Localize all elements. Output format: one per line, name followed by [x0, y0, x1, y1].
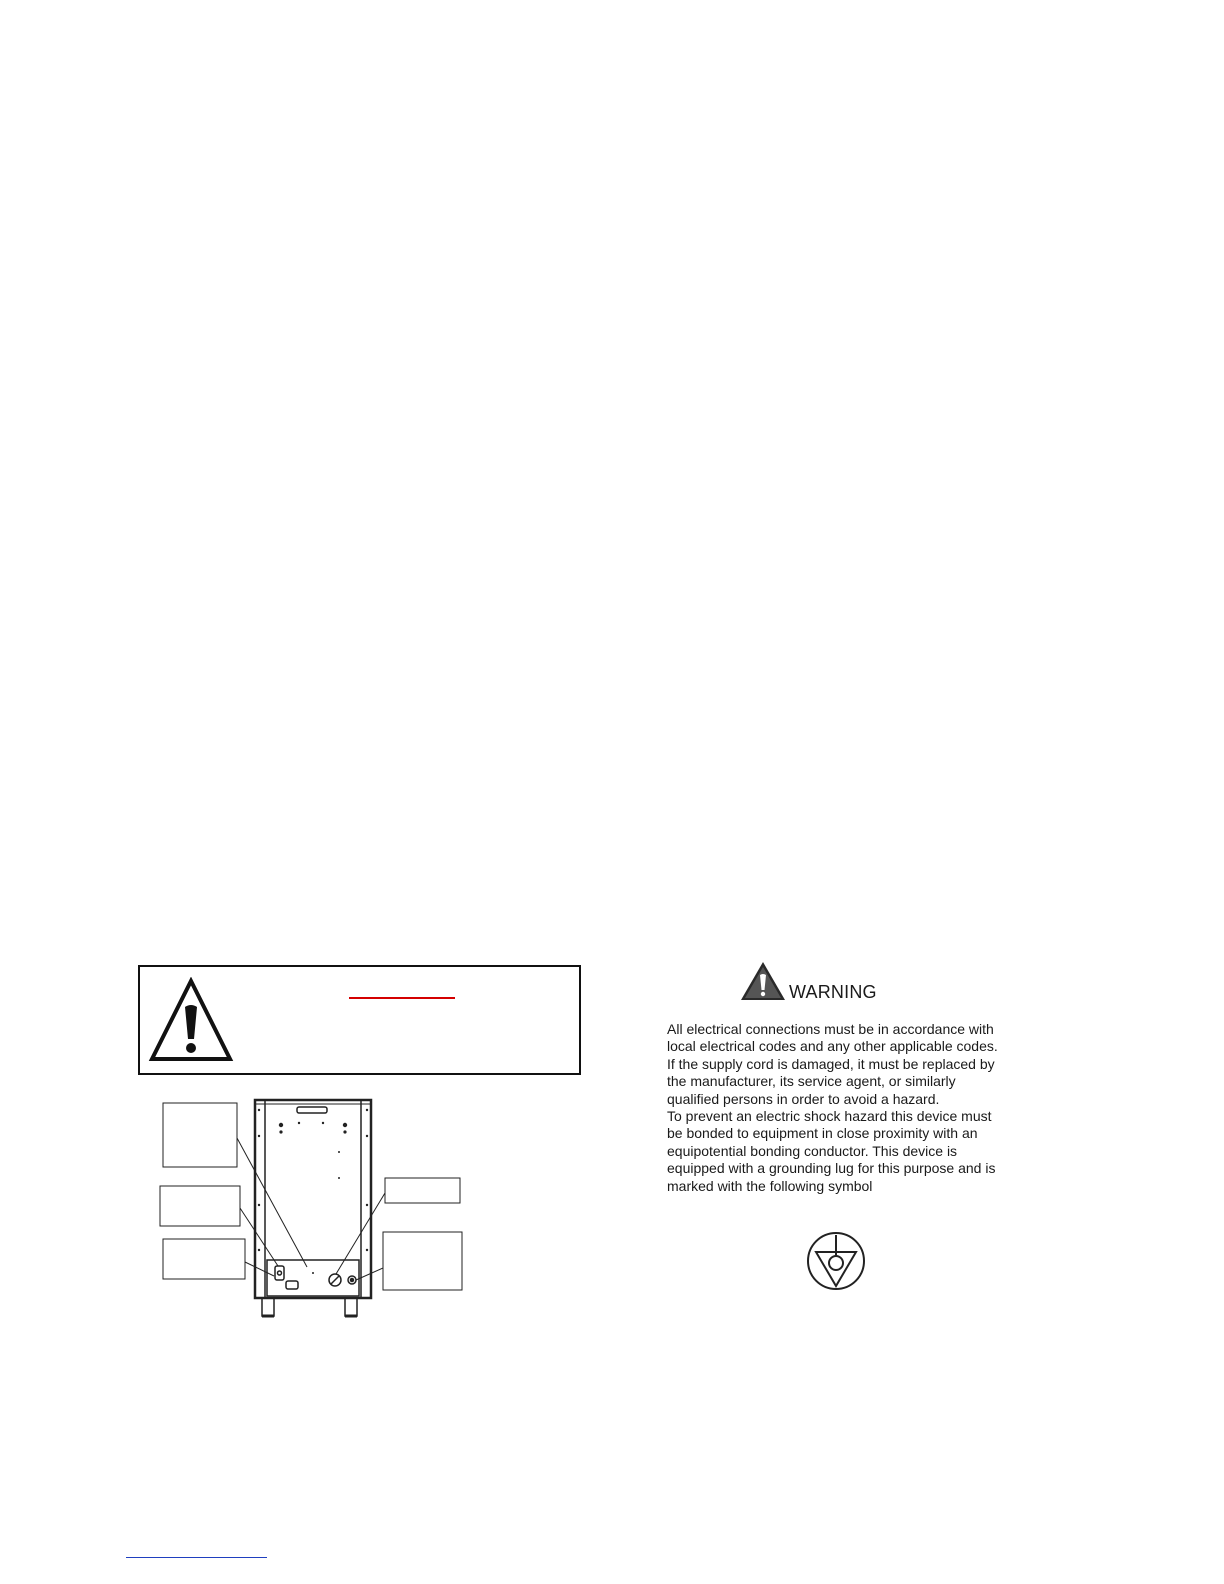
- callout-box-lower-left: [163, 1239, 245, 1279]
- callout-box-top-right: [385, 1178, 460, 1203]
- callout-box-middle-left: [160, 1186, 240, 1226]
- warning-triangle-icon: [739, 960, 787, 1002]
- warning-body: [667, 1021, 1007, 1195]
- callout-leader-lines: [237, 1138, 385, 1280]
- rear-connectors: [275, 1266, 356, 1289]
- equipment-rear-diagram: [155, 1090, 475, 1330]
- mounting-holes: [258, 1109, 368, 1274]
- warning-paragraph-electrical-codes: All electrical connections must be in accordance with local electrical codes and any other applicable codes.: [667, 1021, 998, 1055]
- caution-heading-underline: [349, 997, 455, 999]
- caution-box: [138, 965, 581, 1075]
- footer-link[interactable]: [126, 1557, 267, 1558]
- callout-box-top-left: [163, 1103, 237, 1167]
- warning-title: WARNING: [789, 982, 877, 1002]
- warning-triangle-icon: [148, 977, 234, 1063]
- warning-paragraph-supply-cord: If the supply cord is damaged, it must be replaced by the manufacturer, its service agent, or similarly qualified persons in order to avoid a hazard.: [667, 1055, 995, 1107]
- warning-paragraph-bonding: To prevent an electric shock hazard this device must be bonded to equipment in close proximity with an equipotential bonding conductor. This device is equipped with a grounding lug for this purpose and is marked with the following symbol: [667, 1108, 996, 1194]
- equipotential-bonding-icon: [805, 1230, 867, 1292]
- callout-box-lower-right: [383, 1232, 462, 1290]
